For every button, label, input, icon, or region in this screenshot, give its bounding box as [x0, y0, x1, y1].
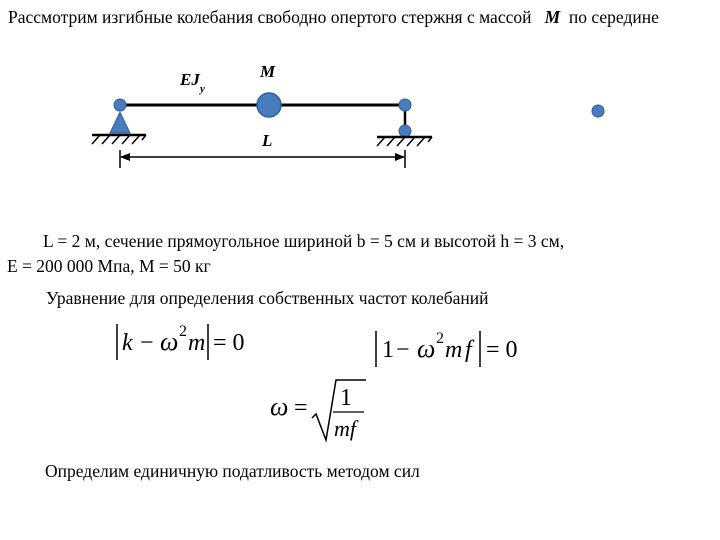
det2-exp: 2: [436, 330, 444, 347]
stray-node: [592, 105, 604, 117]
det2-m: m: [445, 337, 463, 363]
method-text: Определим единичную податливость методом сил: [45, 461, 420, 481]
omega-symbol: ω: [270, 392, 289, 421]
det2-equals: = 0: [486, 337, 518, 363]
det2-one: 1: [382, 337, 394, 363]
fraction-denominator: mf: [334, 416, 356, 441]
det2-minus: −: [396, 337, 410, 363]
intro-text-before: Рассмотрим изгибные колебания свободно опертого стержня с массой: [8, 7, 532, 27]
intro-text-after: по середине: [568, 7, 659, 27]
det1-omega: ω: [160, 327, 179, 356]
left-hinge-node: [114, 99, 126, 111]
omega-equals: =: [294, 395, 308, 421]
det1-k: k: [122, 330, 133, 356]
length-label: L: [262, 131, 273, 150]
right-bottom-node: [399, 125, 411, 137]
det2-omega: ω: [417, 334, 436, 363]
equation-section-title: Уравнение для определения собственных частот колебаний: [46, 288, 489, 308]
mass-circle: [257, 93, 281, 117]
left-ground-hatch: [92, 135, 146, 144]
right-ground-hatch: [377, 137, 432, 146]
stiffness-subscript: y: [200, 83, 205, 95]
fraction-numerator: 1: [340, 385, 352, 411]
det2-f: f: [465, 337, 472, 363]
det1-exp: 2: [179, 323, 187, 340]
intro-mass-symbol: M: [544, 7, 561, 27]
det1-minus: −: [140, 330, 154, 356]
stiffness-label: EJ: [180, 70, 200, 89]
det1-equals: = 0: [213, 330, 245, 356]
right-top-node: [399, 99, 411, 111]
params-line-2: E = 200 000 Мпа, M = 50 кг: [7, 256, 211, 276]
left-support-triangle: [110, 112, 130, 133]
formula-det-2: [376, 330, 518, 367]
params-line-1: L = 2 м, сечение прямоугольное шириной b = 5 см и высотой h = 3 см,: [43, 231, 565, 251]
det1-m: m: [188, 330, 206, 356]
formula-omega: [270, 380, 366, 441]
mass-label: M: [260, 62, 276, 81]
formula-det-1: [117, 323, 245, 360]
